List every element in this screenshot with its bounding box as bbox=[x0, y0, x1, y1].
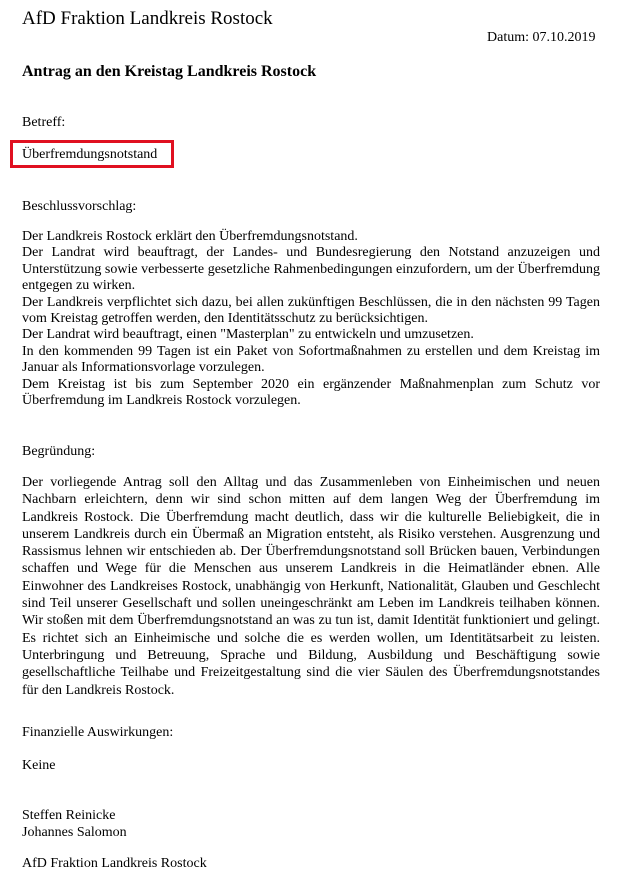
resolution-paragraph: Dem Kreistag ist bis zum September 2020 ein ergänzender Maßnahmenplan zum Schutz vor Überfremdung im Landkreis Rostock vorzulegen. bbox=[22, 376, 600, 409]
footer-organization: AfD Fraktion Landkreis Rostock bbox=[22, 856, 207, 871]
signatory-name: Steffen Reinicke bbox=[22, 808, 116, 823]
financial-value: Keine bbox=[22, 758, 56, 773]
subject-label: Betreff: bbox=[22, 115, 66, 130]
resolution-paragraph: Der Landkreis Rostock erklärt den Überfremdungsnotstand. bbox=[22, 229, 358, 244]
resolution-label: Beschlussvorschlag: bbox=[22, 199, 137, 214]
date-line: Datum: 07.10.2019 bbox=[487, 30, 596, 45]
reasoning-paragraph: Der vorliegende Antrag soll den Alltag und das Zusammenleben von Einheimischen und neuen Nachbarn erleichtern, denn wir sind schon mitten auf dem langen Weg der Überfremdung im Landkreis Rostock. Die Überfremdung macht deutlich, dass wir die kulturelle Beliebigkeit, die in unserem Landkreis durch ein Übermaß an Migration entsteht, als Risiko verstehen. Ausgrenzung und Rassismus lehnen wir entschieden ab. Der Überfremdungsnotstand soll Brücken bauen, Verbindungen schaffen und Wege für die Menschen aus unserem Landkreis in die Heimatländer ebnen. Alle Einwohner des Landkreises Rostock, unabhängig von Herkunft, Nationalität, Glauben und Geschlecht sind Teil unserer Gesellschaft und sollen uneingeschränkt am Leben im Landkreis teilhaben können. Wir stoßen mit dem Überfremdungsnotstand an was zu tun ist, damit Identität funktioniert und gelingt. Es richtet sich an Einheimische und solche die es werden wollen, um Identitätsarbeit zu leisten. Unterbringung und Betreuung, Sprache und Bildung, Ausbildung und Beschäftigung sowie gesellschaftliche Teilhabe und Freizeitgestaltung sind die vier Säulen des Überfremdungsnotstandes für den Landkreis Rostock. bbox=[22, 475, 600, 698]
subject-value: Überfremdungsnotstand bbox=[22, 147, 158, 162]
resolution-paragraph: Der Landkreis verpflichtet sich dazu, bei allen zukünftigen Beschlüssen, die in den nächsten 99 Tagen vom Kreistag getroffen werden, den Identitätsschutz zu berücksichtigen. bbox=[22, 294, 600, 327]
motion-title: Antrag an den Kreistag Landkreis Rostock bbox=[22, 63, 317, 80]
resolution-paragraph: Der Landrat wird beauftragt, einen "Masterplan" zu entwickeln und umzusetzen. bbox=[22, 327, 474, 343]
reasoning-body bbox=[22, 474, 600, 699]
reasoning-label: Begründung: bbox=[22, 444, 96, 459]
resolution-paragraph: Der Landrat wird beauftragt, der Landes- und Bundesregierung den Notstand anzuzeigen und Unterstützung sowie verbesserte gesetzliche Rahmenbedingungen einzufordern, um der Überfremdung entgegen zu wirken. bbox=[22, 245, 600, 294]
header-title: AfD Fraktion Landkreis Rostock bbox=[22, 8, 273, 29]
financial-label: Finanzielle Auswirkungen: bbox=[22, 725, 174, 740]
resolution-body bbox=[22, 229, 600, 409]
resolution-paragraph: In den kommenden 99 Tagen ist ein Paket von Sofortmaßnahmen zu erstellen und dem Kreistag im Januar als Informationsvorlage vorzulegen. bbox=[22, 343, 600, 376]
signatory-name: Johannes Salomon bbox=[22, 825, 127, 840]
